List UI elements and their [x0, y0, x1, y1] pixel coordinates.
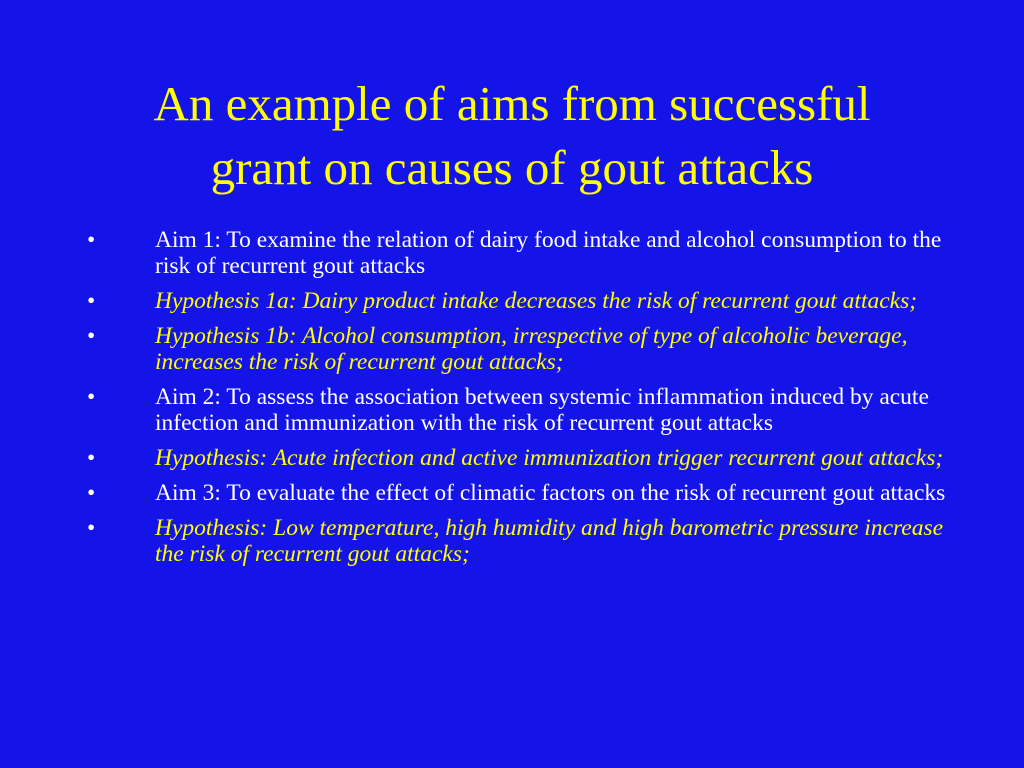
bullet-hypothesis-3 — [0, 515, 1024, 567]
bullet-text: Aim 2: To assess the association between systemic inflammation induced by acute infection and immunization with the risk of recurrent gout attacks — [155, 384, 929, 436]
bullet-icon: • — [87, 227, 96, 253]
bullet-hypothesis-1b — [0, 323, 1024, 375]
bullet-icon: • — [87, 480, 96, 506]
title-line-1: An example of aims from successful — [153, 76, 871, 131]
bullet-aim-1 — [0, 227, 1024, 279]
bullet-hypothesis-2 — [0, 445, 1024, 471]
bullet-icon: • — [87, 323, 96, 349]
slide-title — [40, 72, 984, 200]
bullet-list — [0, 227, 1024, 576]
bullet-aim-3 — [0, 480, 1024, 506]
title-line-2: grant on causes of gout attacks — [210, 140, 814, 195]
bullet-text: Hypothesis 1b: Alcohol consumption, irrespective of type of alcoholic beverage, increases the risk of recurrent gout attacks; — [155, 323, 908, 375]
bullet-icon: • — [87, 445, 96, 471]
bullet-text: Hypothesis 1a: Dairy product intake decreases the risk of recurrent gout attacks; — [155, 288, 918, 314]
bullet-icon: • — [87, 515, 96, 541]
bullet-hypothesis-1a — [0, 288, 1024, 314]
bullet-text: Aim 1: To examine the relation of dairy food intake and alcohol consumption to the risk of recurrent gout attacks — [155, 227, 942, 279]
bullet-icon: • — [87, 288, 96, 314]
bullet-text: Hypothesis: Acute infection and active immunization trigger recurrent gout attacks; — [155, 445, 944, 471]
bullet-text: Aim 3: To evaluate the effect of climatic factors on the risk of recurrent gout attacks — [155, 480, 946, 506]
bullet-aim-2 — [0, 384, 1024, 436]
bullet-icon: • — [87, 384, 96, 410]
bullet-text: Hypothesis: Low temperature, high humidity and high barometric pressure increase the risk of recurrent gout attacks; — [155, 515, 944, 567]
